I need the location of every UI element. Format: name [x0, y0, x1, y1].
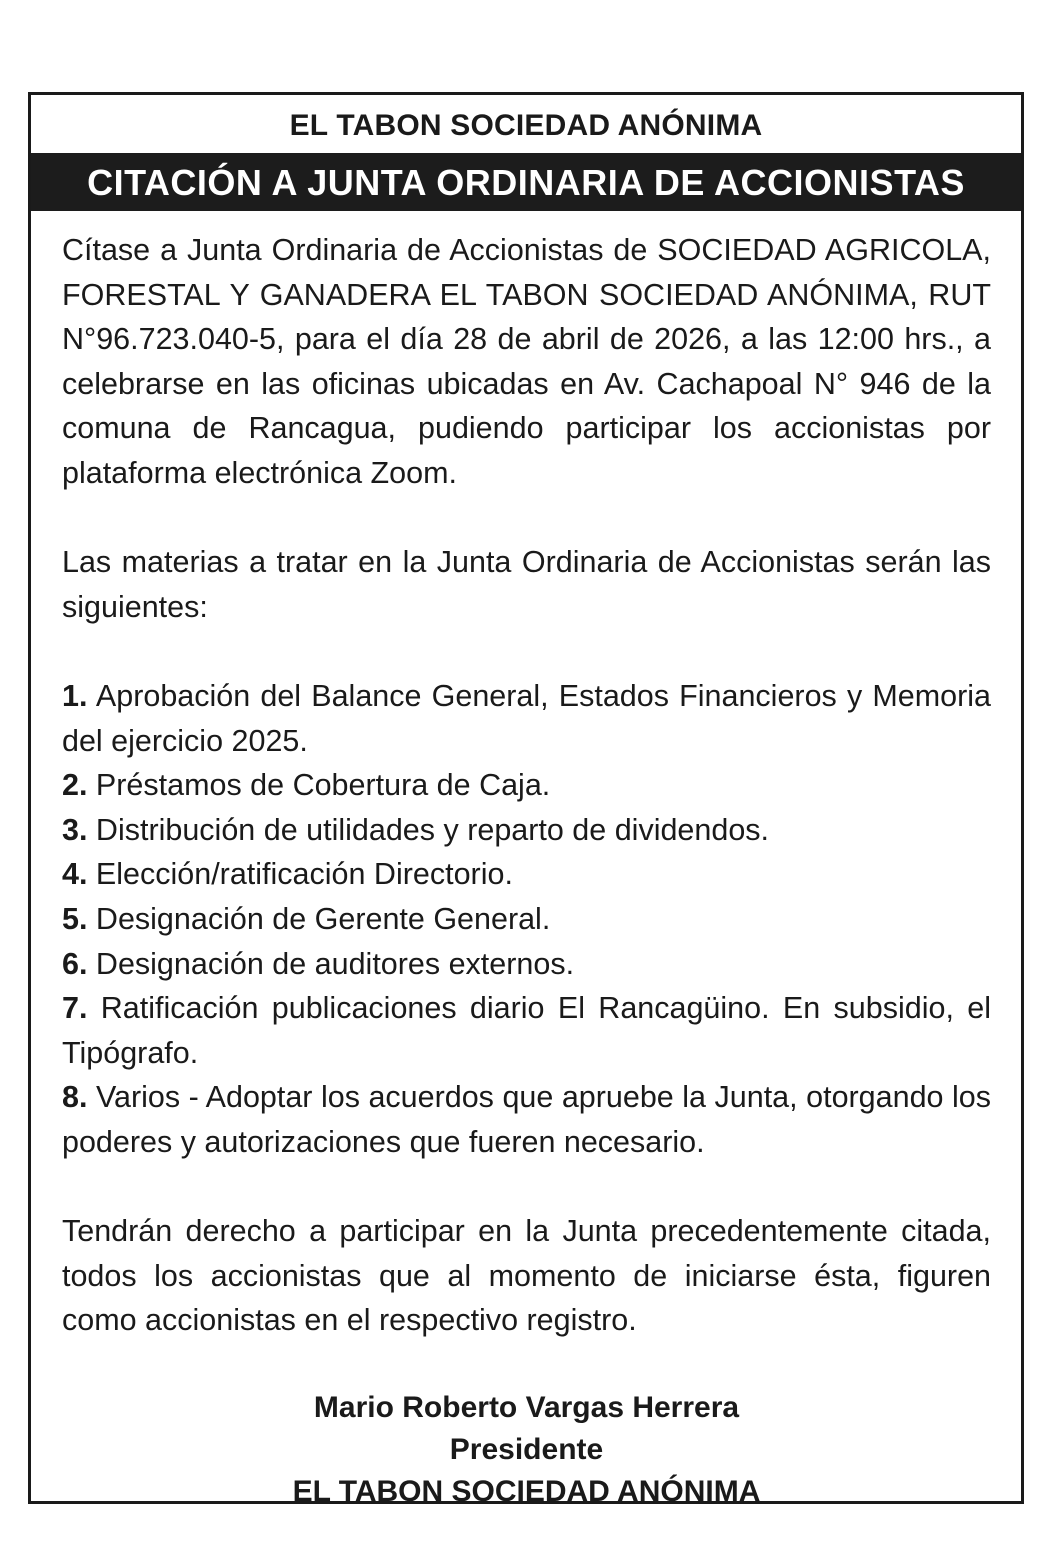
legal-notice [28, 92, 1024, 1508]
agenda-item-number: 1. [62, 678, 88, 713]
agenda-item [62, 808, 991, 853]
agenda-item-number: 7. [62, 991, 88, 1026]
signatory-role: Presidente [449, 1432, 604, 1466]
intro-paragraph: Cítase a Junta Ordinaria de Accionistas de SOCIEDAD AGRICOLA, FORESTAL Y GANADERA EL TABON SOCIEDAD ANÓNIMA, RUT N°96.723.040-5, para el día 28 de abril de 2026, a las 12:00 hrs., a celebrarse en las oficinas ubicadas en Av. Cachapoal N° 946 de la comuna de Rancagua, pudiendo participar los accionistas por plataforma electrónica Zoom. [62, 233, 991, 490]
agenda-item [62, 763, 991, 808]
agenda-item-text: Varios - Adoptar los acuerdos que apruebe la Junta, otorgando los poderes y autorizaciones que fueren necesario. [62, 1080, 991, 1159]
agenda-item-number: 4. [62, 857, 88, 892]
notice-title: CITACIÓN A JUNTA ORDINARIA DE ACCIONISTAS [31, 153, 1021, 211]
signatory-name: Mario Roberto Vargas Herrera [313, 1390, 740, 1424]
agenda-item-number: 8. [62, 1080, 88, 1115]
agenda-item [62, 897, 991, 942]
agenda-item-text: Ratificación publicaciones diario El Rancagüino. En subsidio, el Tipógrafo. [62, 991, 991, 1070]
notice-body [31, 211, 1021, 1513]
agenda-item [62, 674, 991, 763]
agenda-item-text: Designación de auditores externos. [95, 946, 575, 981]
signatory-company: EL TABON SOCIEDAD ANÓNIMA [292, 1474, 761, 1508]
company-name-header: EL TABON SOCIEDAD ANÓNIMA [289, 109, 763, 142]
agenda-item [62, 942, 991, 987]
agenda-item [62, 986, 991, 1075]
agenda-item [62, 1075, 991, 1164]
agenda-item-number: 5. [62, 901, 88, 936]
matters-intro: Las materias a tratar en la Junta Ordinaria de Accionistas serán las siguientes: [62, 545, 991, 624]
agenda-item-text: Préstamos de Cobertura de Caja. [95, 768, 551, 803]
closing-paragraph: Tendrán derecho a participar en la Junta precedentemente citada, todos los accionistas que al momento de iniciarse ésta, figuren como accionistas en el respectivo registro. [62, 1214, 991, 1338]
agenda-item [62, 852, 991, 897]
agenda-item-number: 6. [62, 946, 88, 981]
agenda-item-number: 2. [62, 768, 88, 803]
agenda-item-text: Aprobación del Balance General, Estados Financieros y Memoria del ejercicio 2025. [62, 678, 991, 758]
agenda-list [62, 674, 991, 1165]
agenda-item-text: Elección/ratificación Directorio. [95, 857, 513, 892]
agenda-item-text: Designación de Gerente General. [95, 901, 551, 936]
agenda-item-number: 3. [62, 812, 88, 847]
agenda-item-text: Distribución de utilidades y reparto de dividendos. [95, 812, 770, 847]
signature-block [62, 1387, 991, 1513]
